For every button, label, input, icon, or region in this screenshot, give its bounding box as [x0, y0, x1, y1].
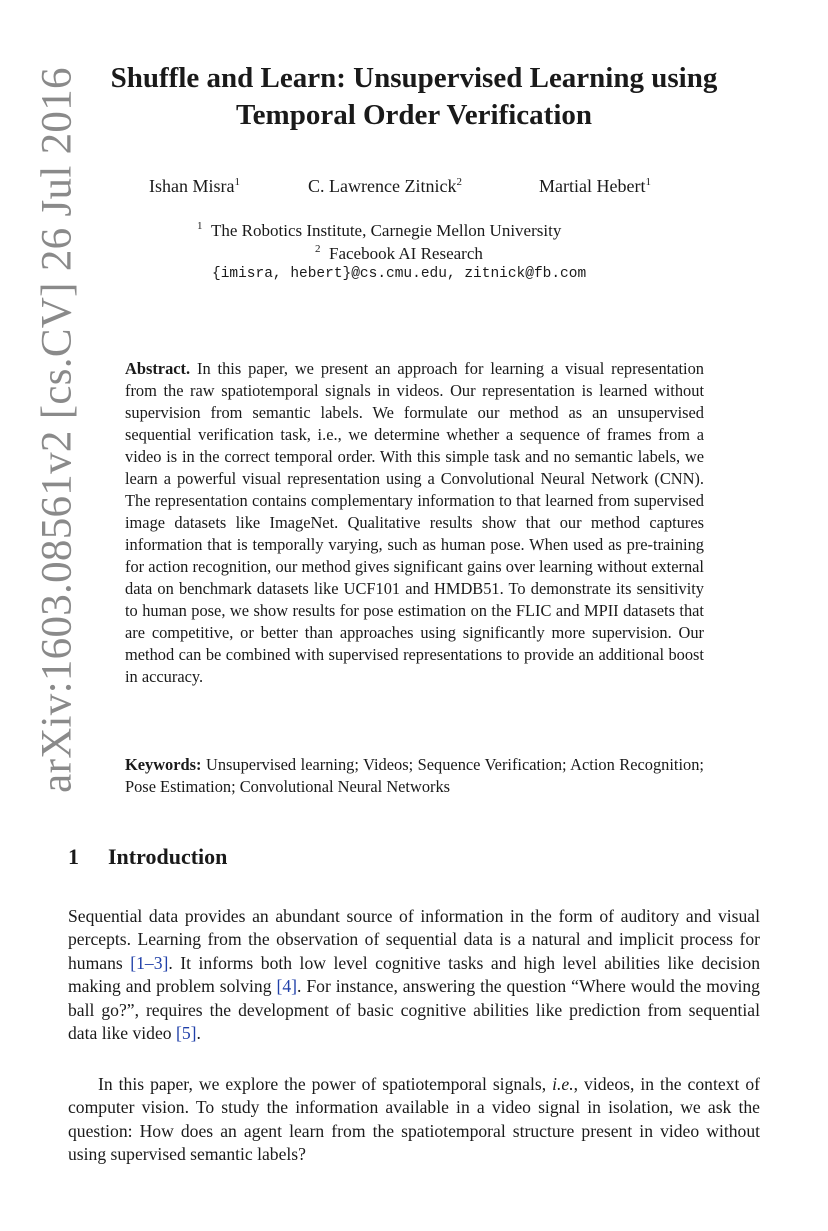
- citation-link[interactable]: [4]: [276, 976, 298, 997]
- affil-mark: 1: [645, 176, 651, 188]
- abstract: [125, 358, 704, 688]
- section-heading: [68, 844, 227, 870]
- body-text: In this paper, we explore the power of spatiotemporal signals,: [98, 1074, 553, 1094]
- citation-link[interactable]: [1–3]: [130, 952, 169, 973]
- arxiv-identifier: arXiv:1603.08561v2 [cs.CV] 26 Jul 2016: [33, 67, 81, 793]
- body-text: .: [196, 1023, 201, 1044]
- keywords-label: Keywords:: [125, 755, 202, 774]
- keywords: [125, 754, 704, 798]
- author-list: [0, 176, 828, 200]
- body-text: . It informs both low level cognitive tasks and high level abilities like decision making and problem solving: [68, 952, 760, 997]
- intro-paragraph-2: [68, 1073, 760, 1167]
- affiliation-1: [0, 220, 828, 241]
- section-title: Introduction: [108, 844, 228, 869]
- author-name: Martial Hebert: [539, 176, 646, 196]
- citation-link[interactable]: [5]: [175, 1023, 197, 1044]
- author-name: C. Lawrence Zitnick: [308, 176, 457, 196]
- author-zitnick: [308, 176, 462, 197]
- affil-mark: 1: [197, 220, 203, 232]
- author-emails: {imisra, hebert}@cs.cmu.edu, zitnick@fb.com: [212, 266, 587, 282]
- abstract-text: In this paper, we present an approach for learning a visual representation from the raw spatiotemporal signals in videos. Our representation is learned without supervision from semantic labels. We formulate our method as an unsupervised sequential verification task, i.e., we determine whether a sequence of frames from a video is in the correct temporal order. With this simple task and no semantic labels, we learn a powerful visual representation using a Convolutional Neural Network (CNN). The representation contains complementary information to that learned from supervised image datasets like ImageNet. Qualitative results show that our method captures information that is temporally varying, such as human pose. When used as pre-training for action recognition, our method gives significant gains over learning without external data on benchmark datasets like UCF101 and HMDB51. To demonstrate its sensitivity to human pose, we show results for pose estimation on the FLIC and MPII datasets that are competitive, or better than approaches using significantly more supervision. Our method can be combined with supervised representations to provide an additional boost in accuracy.: [125, 359, 704, 686]
- paper-title: Shuffle and Learn: Unsupervised Learning using Temporal Order Verification: [110, 62, 718, 131]
- intro-paragraph-1: [68, 905, 760, 1045]
- emphasis-text: i.e.: [552, 1074, 574, 1094]
- abstract-label: Abstract.: [125, 359, 191, 378]
- keywords-text: Unsupervised learning; Videos; Sequence Verification; Action Recognition; Pose Estimation; Convolutional Neural Networks: [125, 755, 704, 796]
- body-text: . For instance, answering the question “Where would the moving ball go?”, requires the development of basic cognitive abilities like prediction from sequential data like video: [68, 976, 760, 1044]
- affil-mark: 2: [315, 243, 321, 255]
- affil-mark: 2: [456, 176, 462, 188]
- body-text: Sequential data provides an abundant source of information in the form of auditory and visual percepts. Learning from the observation of sequential data is a natural and implicit process for humans: [68, 906, 760, 973]
- author-hebert: [539, 176, 651, 197]
- author-name: Ishan Misra: [149, 176, 235, 196]
- author-misra: [149, 176, 240, 197]
- affil-mark: 1: [234, 176, 240, 188]
- affiliation-text: The Robotics Institute, Carnegie Mellon University: [211, 221, 562, 240]
- section-number: 1: [68, 844, 79, 869]
- affiliation-2: [0, 243, 828, 264]
- affiliation-text: Facebook AI Research: [329, 244, 483, 263]
- body-text: , videos, in the context of computer vision. To study the information available in a video signal in isolation, we ask the question: How does an agent learn from the spatiotemporal structure present in video without using supervised semantic labels?: [68, 1074, 761, 1165]
